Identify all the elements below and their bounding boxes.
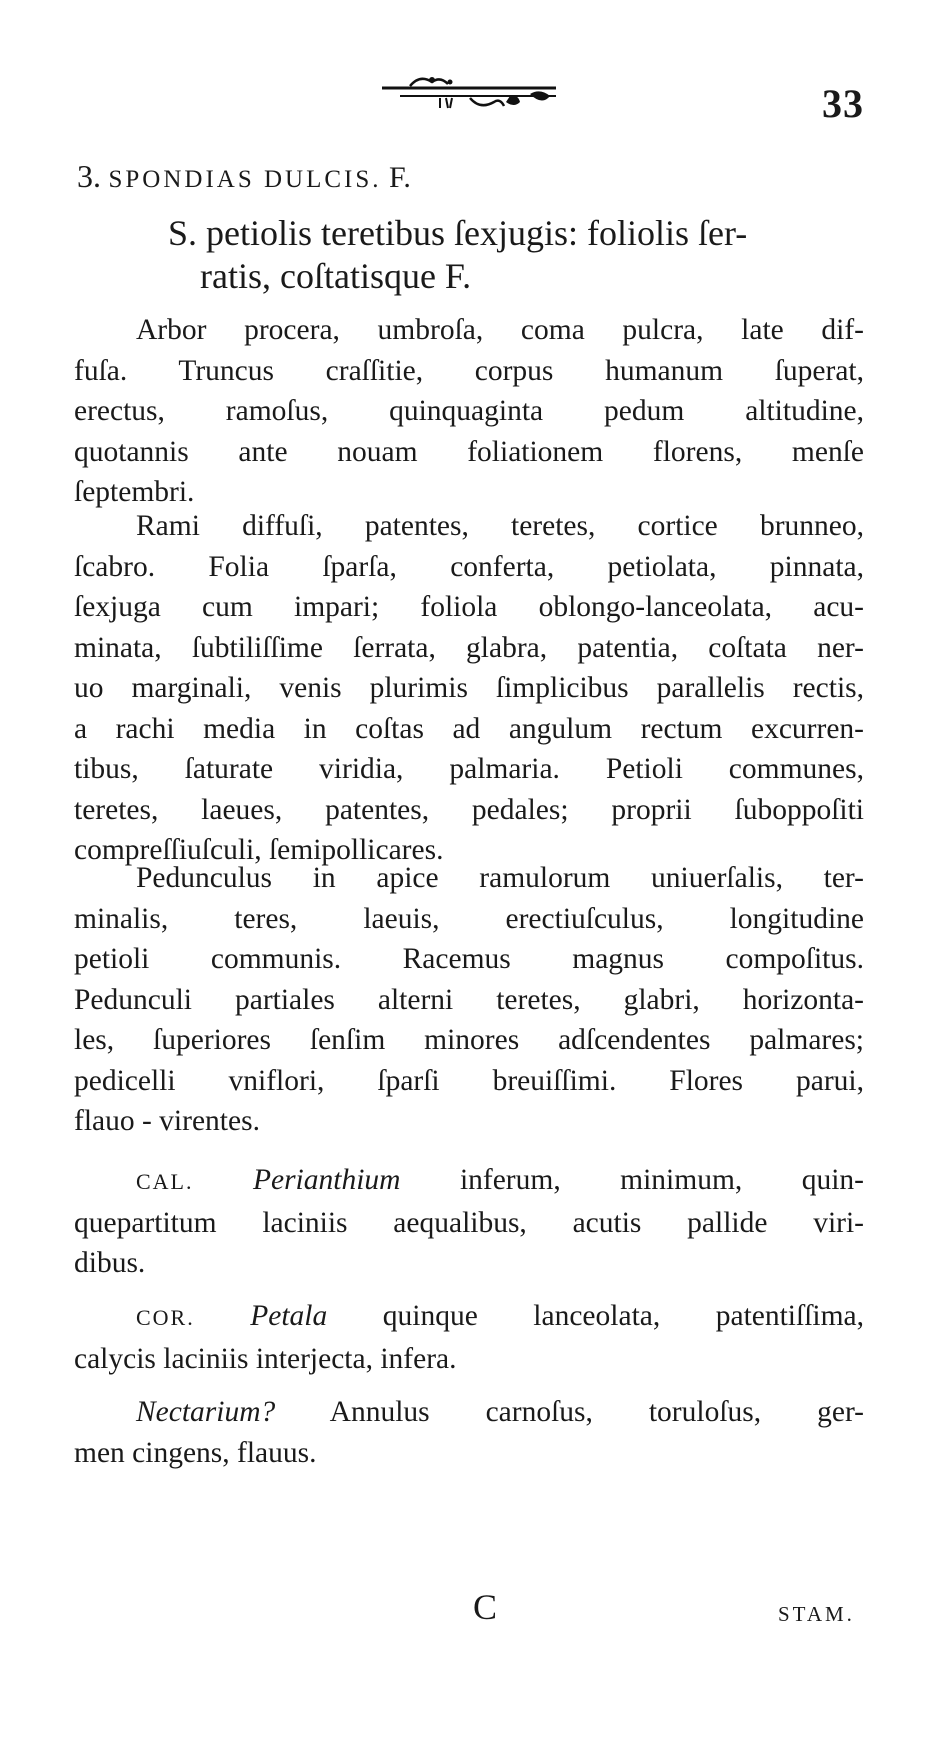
- text-line: [74, 1392, 864, 1433]
- species-name: SPONDIAS DULCIS.: [108, 166, 382, 193]
- text-line: quepartitum laciniis aequalibus, acutis pallide viri-: [74, 1206, 864, 1239]
- text-line: minalis, teres, laeuis, erectiuſculus, longitudine: [74, 902, 864, 935]
- text-line: ſcabro. Folia ſparſa, conferta, petiolata, pinnata,: [74, 550, 864, 583]
- text-line: uo marginali, venis plurimis ſimplicibus parallelis rectis,: [74, 672, 864, 704]
- text-line: men cingens, flauus.: [74, 1436, 317, 1469]
- species-author: F.: [389, 161, 411, 194]
- text-line: minata, ſubtiliſſime ſerrata, glabra, patentia, coſtata ner-: [74, 631, 864, 664]
- text-line: petioli communis. Racemus magnus compoſitus.: [74, 943, 864, 975]
- species-number: 3.: [77, 158, 101, 194]
- calyx-text: inferum, minimum, quin-: [459, 1164, 865, 1196]
- diagnosis-line: ratis, coſtatisque F.: [200, 256, 472, 297]
- text-line: calycis laciniis interjecta, infera.: [74, 1342, 457, 1375]
- nectary-text: Annulus carnoſus, toruloſus, ger-: [329, 1396, 864, 1428]
- text-line: a rachi media in coſtas ad angulum rectum excurren-: [74, 712, 864, 745]
- text-line: Arbor procera, umbroſa, coma pulcra, late dif-: [136, 314, 864, 346]
- calyx-term: Perianthium: [252, 1164, 401, 1196]
- paragraph-calyx: [74, 1160, 864, 1284]
- paragraph-branches-leaves: [74, 506, 864, 871]
- text-line: flauo - virentes.: [74, 1105, 260, 1137]
- text-line: tibus, ſaturate viridia, palmaria. Petioli communes,: [74, 753, 864, 785]
- text-line: fuſa. Truncus craſſitie, corpus humanum ſuperat,: [74, 354, 864, 387]
- text-line: teretes, laeues, patentes, pedales; proprii ſuboppoſiti: [74, 793, 864, 826]
- text-line: [74, 1296, 864, 1339]
- text-line: Rami diffuſi, patentes, teretes, cortice brunneo,: [136, 510, 864, 542]
- diagnosis-line: S. petiolis teretibus ſexjugis: foliolis ſer-: [168, 213, 748, 253]
- signature-mark: C: [473, 1587, 498, 1627]
- paragraph-habit: [74, 310, 864, 513]
- species-heading: [77, 158, 411, 195]
- calyx-label: CAL.: [136, 1169, 194, 1194]
- paragraph-inflorescence: [74, 858, 864, 1142]
- text-line: Pedunculi partiales alterni teretes, glabri, horizonta-: [74, 983, 864, 1016]
- corolla-text: quinque lanceolata, patentiſſima,: [382, 1300, 865, 1332]
- paragraph-corolla: [74, 1296, 864, 1379]
- floral-headpiece-ornament-icon: [380, 72, 560, 126]
- species-diagnosis: [168, 212, 868, 298]
- corolla-label: COR.: [136, 1305, 195, 1330]
- text-line: quotannis ante nouam foliationem florens, menſe: [74, 435, 864, 468]
- nectary-term: Nectarium?: [136, 1396, 276, 1428]
- text-line: dibus.: [74, 1247, 146, 1279]
- text-line: compreſſiuſculi, ſemipollicares.: [74, 834, 444, 866]
- text-line: [74, 1160, 864, 1203]
- catchword: STAM.: [778, 1602, 855, 1626]
- text-line: Pedunculus in apice ramulorum uniuerſalis, ter-: [136, 862, 864, 894]
- corolla-term: Petala: [250, 1300, 328, 1332]
- paragraph-nectary: [74, 1392, 864, 1473]
- text-line: pedicelli vniflori, ſparſi breuiſſimi. Flores parui,: [74, 1064, 864, 1097]
- text-line: ſexjuga cum impari; foliola oblongo-lanceolata, acu-: [74, 591, 864, 623]
- text-line: erectus, ramoſus, quinquaginta pedum altitudine,: [74, 395, 864, 427]
- text-line: ſeptembri.: [74, 476, 195, 508]
- page-number: 33: [822, 81, 864, 126]
- text-line: les, ſuperiores ſenſim minores adſcendentes palmares;: [74, 1024, 864, 1056]
